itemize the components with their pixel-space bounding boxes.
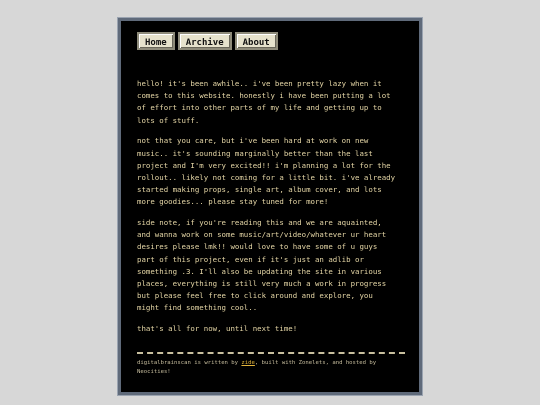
author-link[interactable]: zide <box>241 360 255 366</box>
nav-home-button[interactable]: Home <box>137 32 175 50</box>
top-nav <box>137 32 278 50</box>
nav-archive-button[interactable]: Archive <box>178 32 232 50</box>
paragraph-4: that's all for now, until next time! <box>137 324 298 334</box>
paragraph-1: hello! it's been awhile.. i've been pretty lazy when it comes to this website. honestly i have been putting a lot of effort into other parts of my life and getting up to lots of stuff. <box>137 79 391 125</box>
footer <box>137 359 409 377</box>
nav-about-button[interactable]: About <box>235 32 278 50</box>
footer-divider <box>137 352 405 354</box>
footer-middle: , built with Zonelets, and hosted by <box>254 360 377 366</box>
paragraph-3: side note, if you're reading this and we are aquainted, and wanna work on some music/art/video/whatever ur heart desires please lmk!! would love to have some of u guys part of this project, even if it's just an adlib or something .3. I'll also be updating the site in various places, everything is still very much a work in progress but please feel free to click around and explore, you might find something cool.. <box>137 218 387 313</box>
post-body <box>137 78 407 344</box>
content-panel <box>118 18 422 395</box>
footer-suffix: Neocities! <box>137 369 171 375</box>
paragraph-2: not that you care, but i've been hard at work on new music.. it's sounding marginally better than the last project and I'm very excited!! i'm planning a lot for the rollout.. likely not coming for a little bit. i've already started making props, single art, album cover, and lots more goodies... please stay tuned for more! <box>137 136 396 207</box>
footer-prefix: digitalbrainscan is written by <box>137 360 242 366</box>
